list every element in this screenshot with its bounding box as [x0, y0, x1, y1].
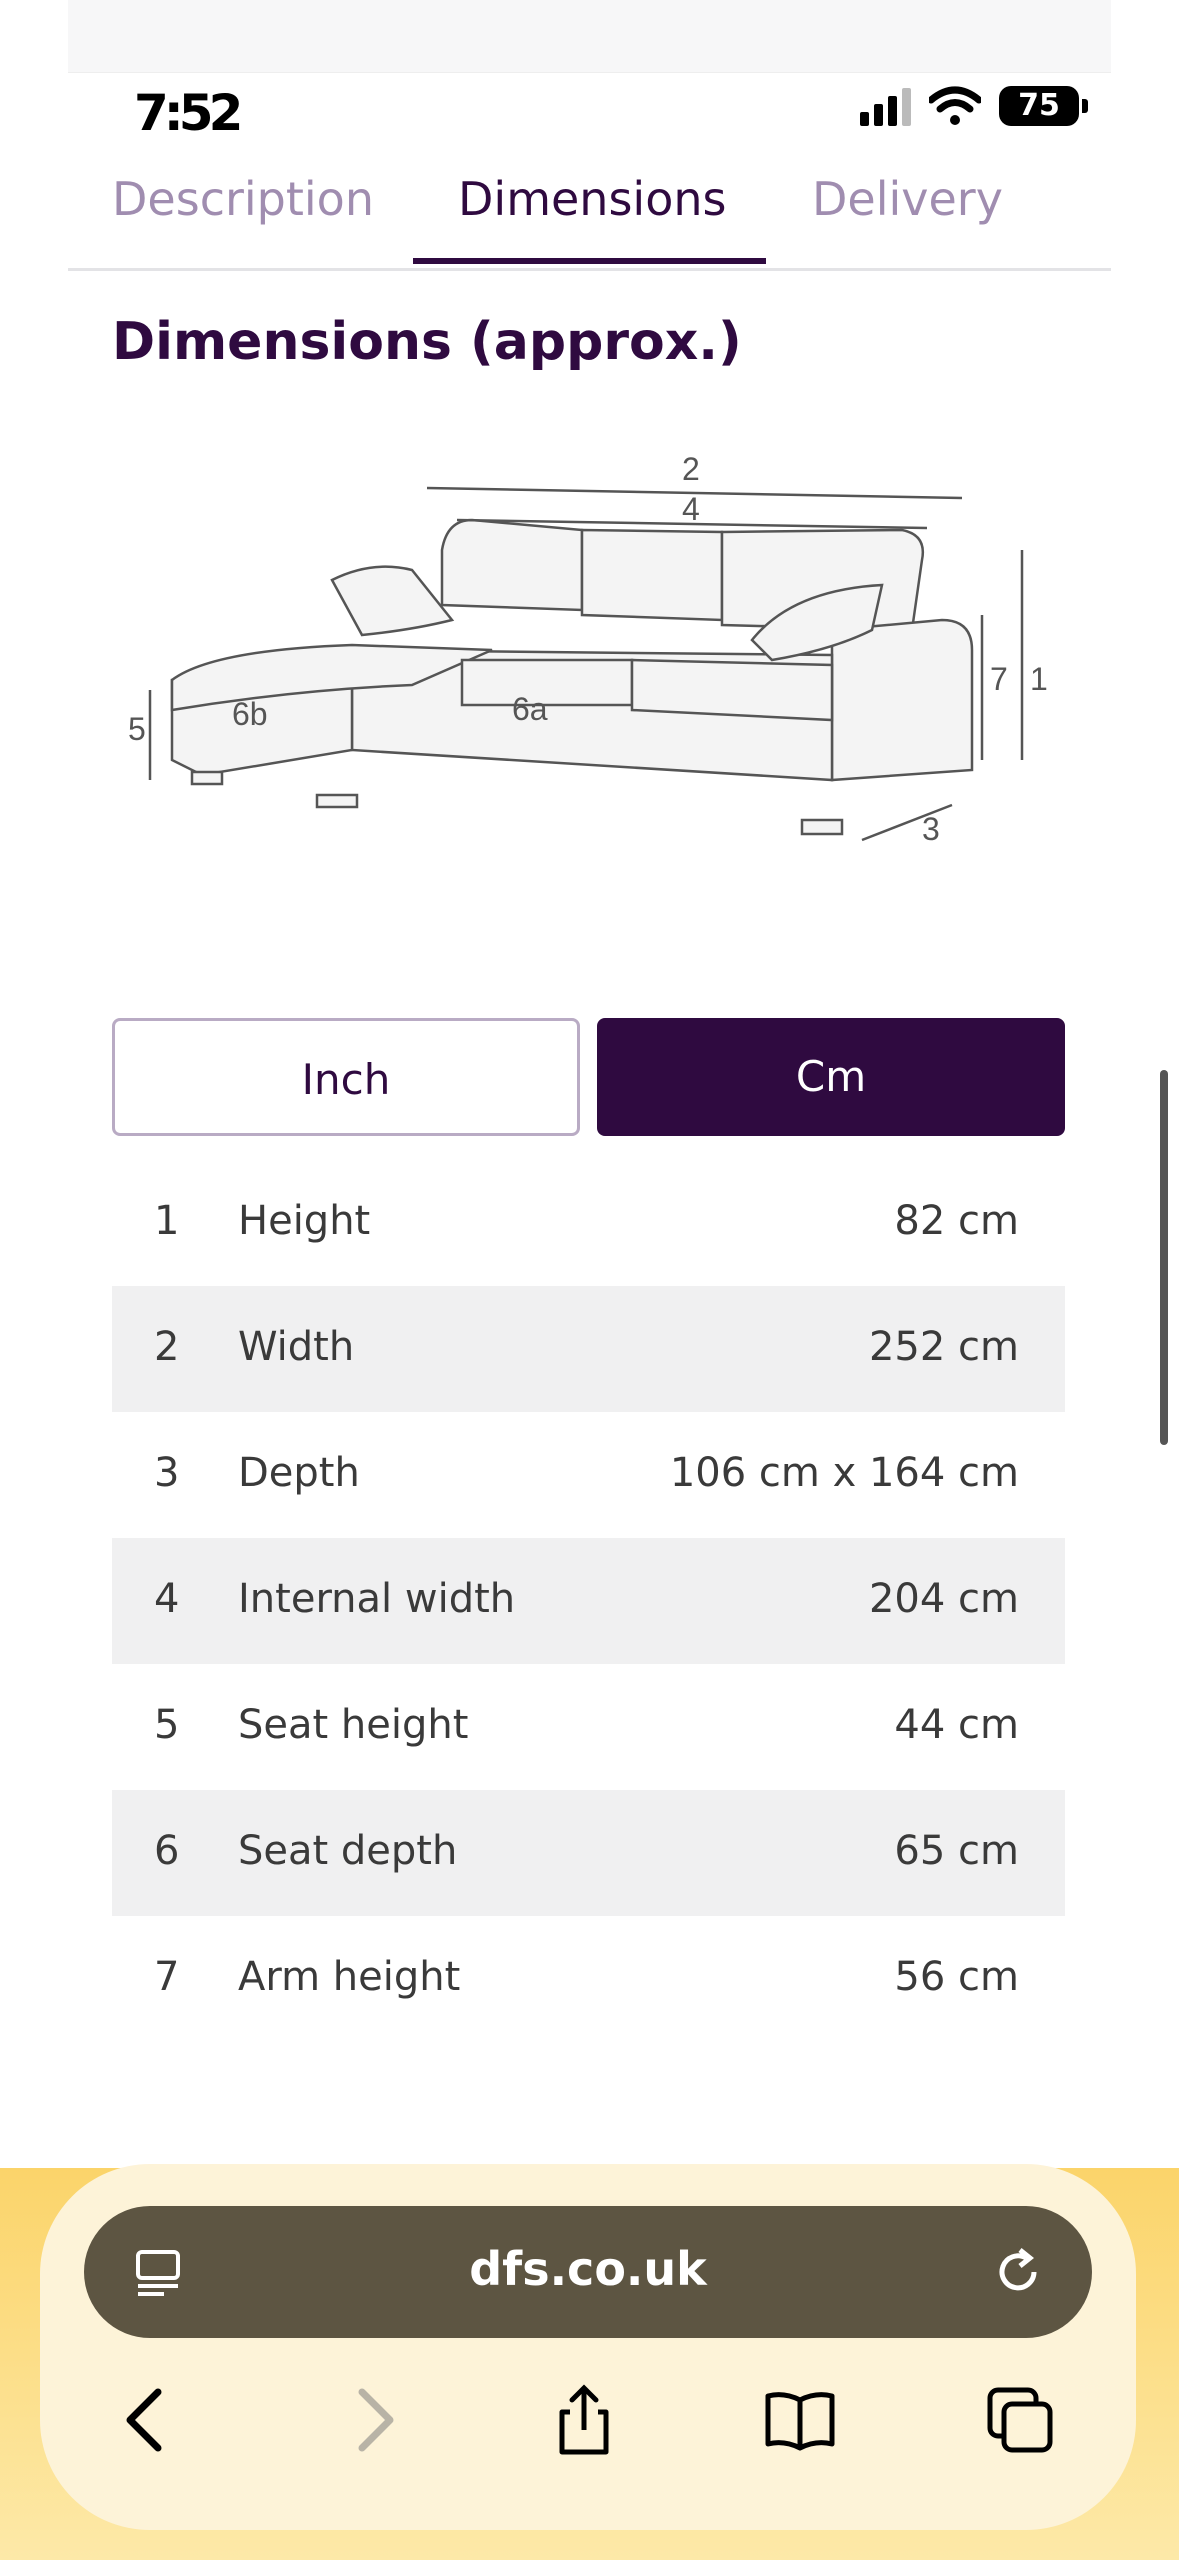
status-icons	[860, 86, 1079, 126]
top-header-edge	[68, 0, 1111, 73]
table-row	[112, 1160, 1065, 1286]
row-label: Width	[238, 1324, 355, 1370]
diagram-label-6b: 6b	[232, 696, 268, 732]
diagram-label-3: 3	[922, 811, 940, 847]
tab-dimensions[interactable]: Dimensions	[458, 172, 727, 226]
page-scrollbar[interactable]	[1160, 1070, 1168, 1445]
sofa-dimension-diagram	[112, 420, 1062, 880]
battery-icon	[999, 86, 1079, 126]
bookmarks-icon[interactable]	[760, 2380, 840, 2460]
signal-icon	[860, 86, 911, 126]
diagram-label-2: 2	[682, 451, 700, 487]
active-tab-indicator	[413, 258, 766, 264]
row-label: Arm height	[238, 1954, 461, 2000]
reload-icon[interactable]	[988, 2242, 1048, 2302]
row-label: Seat height	[238, 1702, 469, 1748]
row-number: 4	[154, 1576, 180, 1622]
row-number: 1	[154, 1198, 180, 1244]
row-value: 65 cm	[894, 1828, 1019, 1874]
row-label: Seat depth	[238, 1828, 458, 1874]
diagram-label-7: 7	[990, 661, 1008, 697]
diagram-label-6a: 6a	[512, 691, 548, 727]
diagram-label-4: 4	[682, 491, 700, 527]
tabs-icon[interactable]	[980, 2380, 1060, 2460]
table-row	[112, 1286, 1065, 1412]
row-label: Depth	[238, 1450, 360, 1496]
share-icon[interactable]	[544, 2380, 624, 2460]
cm-toggle-button[interactable]: Cm	[597, 1018, 1065, 1136]
row-value: 204 cm	[868, 1576, 1019, 1622]
row-label: Internal width	[238, 1576, 516, 1622]
table-row	[112, 1412, 1065, 1538]
row-value: 56 cm	[894, 1954, 1019, 2000]
table-row	[112, 1790, 1065, 1916]
row-number: 6	[154, 1828, 180, 1874]
table-row	[112, 1916, 1065, 2042]
address-bar[interactable]	[84, 2206, 1092, 2338]
table-row	[112, 1538, 1065, 1664]
back-icon[interactable]	[108, 2380, 188, 2460]
row-value: 106 cm x 164 cm	[669, 1450, 1019, 1496]
row-value: 44 cm	[894, 1702, 1019, 1748]
battery-level: 75	[1018, 88, 1060, 123]
product-tabs	[68, 150, 1111, 271]
wifi-icon	[929, 86, 981, 126]
status-bar	[0, 78, 1179, 142]
row-number: 5	[154, 1702, 180, 1748]
dimensions-table	[112, 1160, 1065, 2042]
tab-delivery[interactable]: Delivery	[812, 172, 1003, 226]
tab-description[interactable]: Description	[112, 172, 374, 226]
row-number: 7	[154, 1954, 180, 2000]
inch-toggle-button[interactable]: Inch	[112, 1018, 580, 1136]
row-value: 82 cm	[894, 1198, 1019, 1244]
row-label: Height	[238, 1198, 371, 1244]
section-title: Dimensions (approx.)	[112, 312, 742, 372]
row-number: 3	[154, 1450, 180, 1496]
row-number: 2	[154, 1324, 180, 1370]
status-time: 7:52	[134, 84, 239, 142]
url-text: dfs.co.uk	[469, 2242, 707, 2296]
table-row	[112, 1664, 1065, 1790]
diagram-label-1: 1	[1030, 661, 1048, 697]
row-value: 252 cm	[868, 1324, 1019, 1370]
diagram-label-5: 5	[128, 711, 146, 747]
forward-icon[interactable]	[332, 2380, 412, 2460]
